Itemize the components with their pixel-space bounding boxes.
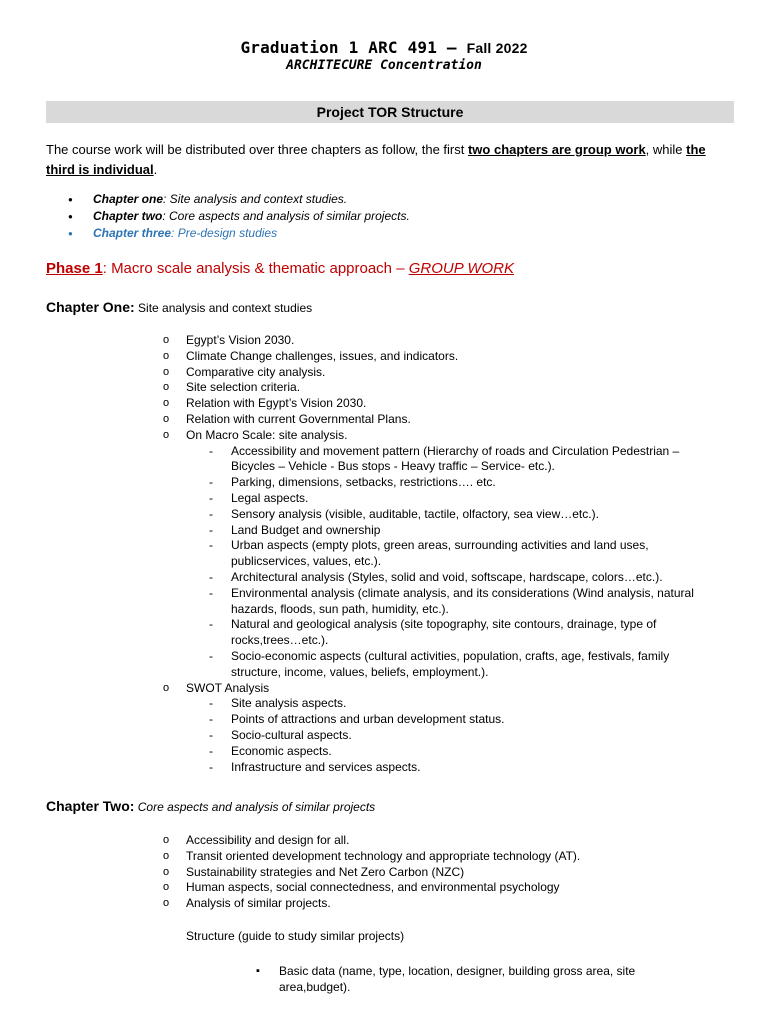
list-item: o Relation with current Governmental Plans. <box>163 412 721 428</box>
phase-colon: : <box>102 260 112 277</box>
chapter-one-title: Chapter One: <box>46 299 135 315</box>
list-item: o Climate Change challenges, issues, and indicators. <box>163 349 721 365</box>
title-term: Fall 2022 <box>466 40 528 56</box>
sublist-item: - Economic aspects. <box>186 744 721 760</box>
sublist-item: - Natural and geological analysis (site topography, site contours, drainage, type of rocks,trees…etc.). <box>186 617 721 649</box>
sublist-item: - Socio-economic aspects (cultural activities, population, crafts, age, festivals, family structure, income, values, beliefs, employment.). <box>186 649 721 681</box>
list-item: o Relation with Egypt’s Vision 2030. <box>163 396 721 412</box>
chapter-list <box>68 191 410 242</box>
list-item: o Transit oriented development technology and appropriate technology (AT). <box>163 849 580 865</box>
list-item: o Comparative city analysis. <box>163 365 721 381</box>
chapter-label: Chapter three <box>93 226 172 240</box>
structure-sub: (guide to study similar projects) <box>234 929 405 943</box>
sublist-item: - Environmental analysis (climate analysis, and its considerations (Wind analysis, natural hazards, floods, sun path, humidity, etc.). <box>186 586 721 618</box>
phase-label: Phase 1 <box>46 260 103 277</box>
sublist-item: - Urban aspects (empty plots, green areas, surrounding activities and land uses, publicservices, values, etc.). <box>186 538 721 570</box>
macro-label: On Macro Scale: <box>186 427 276 442</box>
intro-paragraph <box>46 140 736 180</box>
chapter-two-list <box>163 833 580 912</box>
sublist-item: - Architectural analysis (Styles, solid and void, softscape, hardscape, colors…etc.). <box>186 570 721 586</box>
title-course: Graduation 1 ARC 491 – <box>240 38 457 57</box>
chapter-desc: : Core aspects and analysis of similar projects. <box>162 209 410 223</box>
chapter-two-subtitle: Core aspects and analysis of similar projects <box>134 800 376 814</box>
phase-text: Macro scale analysis & thematic approach – <box>111 260 409 277</box>
structure-list-item: ▪ Basic data (name, type, location, designer, building gross area, site area,budget). <box>256 963 696 995</box>
swot-label: SWOT Analysis <box>186 680 270 695</box>
list-item-swot <box>163 681 721 776</box>
chapter-two-heading <box>46 798 375 814</box>
intro-emphasis-individual: the third is individual <box>46 142 706 177</box>
chapter-desc: : Pre-design studies <box>171 226 278 240</box>
chapter-one-heading <box>46 299 312 315</box>
sublist-item: - Infrastructure and services aspects. <box>186 760 721 776</box>
chapter-desc: : Site analysis and context studies. <box>163 192 348 206</box>
sublist-item: - Legal aspects. <box>186 491 721 507</box>
chapter-one-subtitle: Site analysis and context studies <box>134 301 313 315</box>
chapter-label: Chapter two <box>93 209 163 223</box>
sublist-item: - Socio-cultural aspects. <box>186 728 721 744</box>
chapter-label: Chapter one <box>93 192 164 206</box>
phase-heading <box>46 260 514 277</box>
chapter-two-title: Chapter Two: <box>46 798 135 814</box>
chapter-one-list <box>163 333 721 775</box>
sublist-item: - Site analysis aspects. <box>186 696 721 712</box>
intro-text-1: The course work will be distributed over three chapters as follow, the first <box>46 142 468 157</box>
section-heading-bar: Project TOR Structure <box>46 101 734 123</box>
list-item: o Human aspects, social connectedness, and environmental psychology <box>163 880 580 896</box>
list-item: o Egypt’s Vision 2030. <box>163 333 721 349</box>
sublist-item: - Sensory analysis (visible, auditable, tactile, olfactory, sea view…etc.). <box>186 507 721 523</box>
structure-list <box>256 963 696 995</box>
document-subtitle: ARCHITECURE Concentration <box>286 58 482 73</box>
chapter-list-item <box>68 208 410 225</box>
list-item-macro <box>163 428 721 681</box>
list-item: o Accessibility and design for all. <box>163 833 580 849</box>
document-title <box>0 38 768 57</box>
swot-sublist <box>186 696 721 775</box>
sublist-item: - Land Budget and ownership <box>186 523 721 539</box>
macro-sub: site analysis. <box>275 427 348 442</box>
intro-text-2: , while <box>645 142 687 157</box>
sublist-item: - Parking, dimensions, setbacks, restrictions…. etc. <box>186 475 721 491</box>
phase-group-work: GROUP WORK <box>408 260 514 277</box>
chapter-list-item <box>68 191 410 208</box>
chapter-list-item <box>68 225 410 242</box>
sublist-item: - Accessibility and movement pattern (Hierarchy of roads and Circulation Pedestrian –Bicycles – Vehicle - Bus stops - Heavy traffic – Service- etc.). <box>186 444 721 476</box>
sublist-item: - Points of attractions and urban development status. <box>186 712 721 728</box>
intro-emphasis-group: two chapters are group work <box>467 142 646 157</box>
macro-sublist <box>186 444 721 681</box>
list-item: o Sustainability strategies and Net Zero Carbon (NZC) <box>163 865 580 881</box>
list-item: o Site selection criteria. <box>163 380 721 396</box>
list-item: o Analysis of similar projects. <box>163 896 580 912</box>
structure-heading <box>186 929 404 943</box>
structure-label: Structure <box>186 929 235 943</box>
intro-text-3: . <box>153 162 158 177</box>
